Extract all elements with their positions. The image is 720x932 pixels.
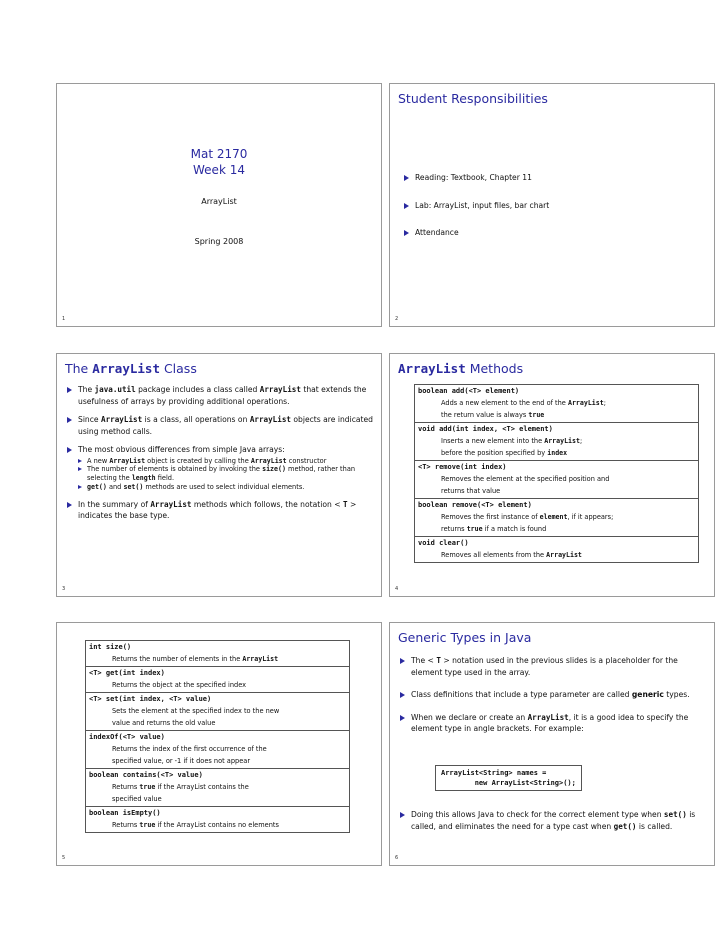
sub-bullet-item: A new ArrayList object is created by calling the ArrayList constructor (78, 457, 373, 466)
sub-bullet-item: get() and set() methods are used to select individual elements. (78, 483, 373, 492)
slide-number: 4 (395, 586, 399, 592)
method-description: Returns the index of the first occurrence of the (112, 745, 267, 753)
sub-bullet-arrow-icon (78, 467, 82, 471)
bullet-item (404, 227, 704, 239)
method-signature: boolean contains(<T> value) (89, 771, 203, 779)
method-description: Returns the number of elements in the ArrayList (112, 655, 279, 663)
slide-3 (56, 353, 382, 597)
method-row (86, 692, 349, 730)
methods-table (414, 384, 699, 563)
bullet-arrow-icon (404, 230, 409, 236)
method-description: Returns the object at the specified index (112, 681, 247, 689)
course-title-line-2: Week 14 (193, 163, 245, 177)
code-line: ArrayList<String> names = (441, 769, 547, 777)
method-signature: boolean add(<T> element) (418, 387, 520, 395)
slide-5 (56, 622, 382, 866)
bullet-arrow-icon (400, 658, 405, 664)
bullet-arrow-icon (67, 447, 72, 453)
slide-number: 6 (395, 855, 399, 861)
slide-1 (56, 83, 382, 327)
course-title-line-1: Mat 2170 (190, 147, 248, 161)
bullet-item (404, 200, 704, 212)
method-signature: <T> get(int index) (89, 669, 165, 677)
method-description: specified value (112, 795, 162, 803)
title-code: ArrayList (92, 361, 160, 376)
bullet-list (67, 384, 373, 529)
method-description: Returns true if the ArrayList contains the (112, 783, 249, 791)
bullet-arrow-icon (404, 175, 409, 181)
slide-title (398, 361, 523, 376)
method-description: Removes the first instance of element, if it appears; (441, 513, 614, 521)
bullet-arrow-icon (400, 812, 405, 818)
slide-title (65, 361, 197, 376)
method-signature: <T> remove(int index) (418, 463, 507, 471)
method-signature: indexOf(<T> value) (89, 733, 165, 741)
slide-number: 2 (395, 316, 399, 322)
title-text: Class (159, 361, 197, 376)
sub-bullet-list (78, 457, 373, 492)
bullet-arrow-icon (67, 417, 72, 423)
bullet-item: Class definitions that include a type parameter are called generic types. (400, 689, 700, 701)
slide-number: 5 (62, 855, 66, 861)
method-row (86, 768, 349, 806)
bullet-item (404, 172, 704, 184)
bullet-list (404, 172, 704, 246)
method-description: Returns true if the ArrayList contains no elements (112, 821, 279, 829)
title-text: Methods (465, 361, 524, 376)
code-line: new ArrayList<String>(); (441, 779, 576, 787)
method-signature: void add(int index, <T> element) (418, 425, 553, 433)
method-signature: <T> set(int index, <T> value) (89, 695, 212, 703)
slide-6 (389, 622, 715, 866)
method-description: Removes the element at the specified position and (441, 475, 610, 483)
sub-bullet-arrow-icon (78, 485, 82, 489)
bullet-item: When we declare or create an ArrayList, it is a good idea to specify the element type in angle brackets. For example: (400, 712, 700, 735)
method-row (86, 666, 349, 692)
slide-number: 1 (62, 316, 66, 322)
bullet-item: In the summary of ArrayList methods which follows, the notation < T > indicates the base type. (67, 499, 373, 522)
method-description: Adds a new element to the end of the ArrayList; (441, 399, 606, 407)
bullet-text: Attendance (415, 228, 459, 237)
bullet-item: The < T > notation used in the previous slides is a placeholder for the element type used in the array. (400, 655, 700, 678)
method-description: Sets the element at the specified index to the new (112, 707, 280, 715)
method-description: before the position specified by index (441, 449, 568, 457)
method-description: Removes all elements from the ArrayList (441, 551, 582, 559)
bullet-item: The most obvious differences from simple Java arrays: A new ArrayList object is created by calling the ArrayList constructor The number of elements is obtained by invoking the size() method, rather than selecting the length field. get() and set() methods are used to select individual elements. (67, 444, 373, 492)
method-row (86, 806, 349, 832)
slide-title: Generic Types in Java (398, 630, 532, 645)
method-signature: boolean remove(<T> element) (418, 501, 532, 509)
slide-subtitle: ArrayList (201, 197, 237, 206)
bullet-list (400, 809, 700, 839)
method-signature: void clear() (418, 539, 469, 547)
title-text: The (65, 361, 93, 376)
code-example (435, 765, 582, 791)
bullet-text: Reading: Textbook, Chapter 11 (415, 173, 532, 182)
method-description: the return value is always true (441, 411, 545, 419)
method-description: returns true if a match is found (441, 525, 547, 533)
bullet-arrow-icon (67, 387, 72, 393)
method-row (86, 730, 349, 768)
title-code: ArrayList (398, 361, 466, 376)
bullet-text: Lab: ArrayList, input files, bar chart (415, 200, 550, 210)
method-row (415, 385, 698, 422)
method-description: value and returns the old value (112, 719, 216, 727)
sub-bullet-item: The number of elements is obtained by invoking the size() method, rather than selecting the length field. (78, 465, 373, 483)
slide-number: 3 (62, 586, 66, 592)
methods-table (85, 640, 350, 833)
bullet-arrow-icon (67, 502, 72, 508)
bullet-list (400, 655, 700, 741)
slide-2 (389, 83, 715, 327)
method-description: Inserts a new element into the ArrayList; (441, 437, 583, 445)
bullet-item: The java.util package includes a class called ArrayList that extends the usefulness of arrays by providing additional operations. (67, 384, 373, 407)
slide-date: Spring 2008 (194, 237, 244, 246)
course-title (57, 146, 381, 178)
method-row (415, 536, 698, 562)
bullet-arrow-icon (400, 715, 405, 721)
bullet-arrow-icon (404, 203, 409, 209)
bullet-arrow-icon (400, 692, 405, 698)
slide-title: Student Responsibilities (398, 91, 548, 106)
method-row (415, 422, 698, 460)
method-signature: boolean isEmpty() (89, 809, 161, 817)
sub-bullet-arrow-icon (78, 459, 82, 463)
method-description: specified value, or -1 if it does not appear (112, 757, 251, 765)
bullet-item: Since ArrayList is a class, all operations on ArrayList objects are indicated using method calls. (67, 414, 373, 437)
slide-4 (389, 353, 715, 597)
method-row (415, 460, 698, 498)
method-signature: int size() (89, 643, 132, 651)
method-row (86, 641, 349, 666)
bullet-item: Doing this allows Java to check for the correct element type when set() is called, and eliminates the need for a type cast when get() is called. (400, 809, 700, 832)
method-description: returns that value (441, 487, 501, 495)
method-row (415, 498, 698, 536)
